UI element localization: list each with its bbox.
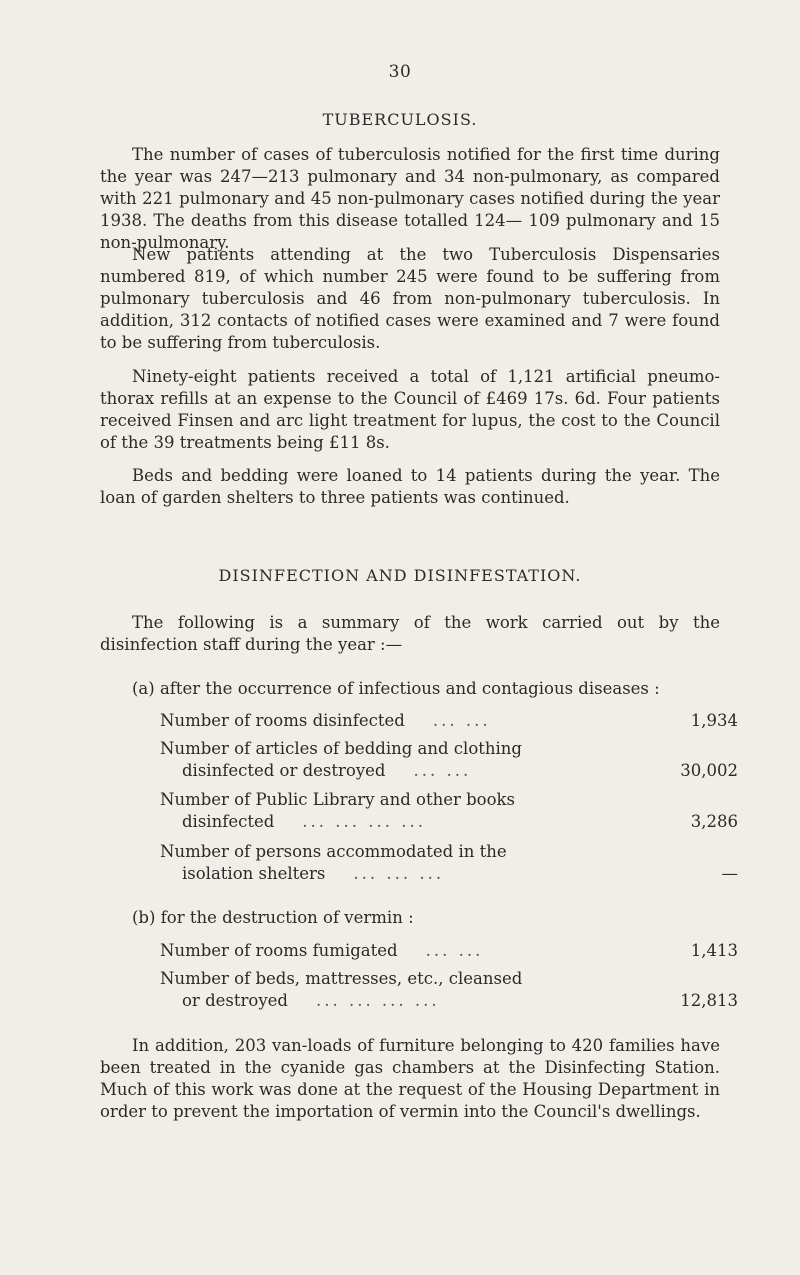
row-value: 30,002 — [680, 761, 738, 780]
row-label: Number of rooms fumigated — [160, 941, 398, 960]
tb-paragraph-2: New patients attending at the two Tuberculosis Dispensaries numbered 819, of which number 245 were found to be suffering from pulmonary tuberculosis and 46 from non-pulmonary tuberculosis. In addition, 312 contacts of notified cases were examined and 7 were found to be suffering from tuberculosis. — [100, 245, 720, 352]
tb-paragraph-4: Beds and bedding were loaned to 14 patients during the year. The loan of garden shelters to three patients was continued. — [100, 466, 720, 507]
row-label: Number of persons accommodated in the — [160, 842, 507, 861]
summary-row — [160, 940, 738, 962]
row-label-continued: isolation shelters — [182, 864, 326, 883]
summary-row — [160, 710, 738, 732]
disinfection-intro: The following is a summary of the work carried out by the disinfection staff during the year :— — [100, 613, 720, 654]
disinfection-heading: DISINFECTION AND DISINFESTATION. — [218, 566, 582, 585]
row-leader-dots: ... ... — [425, 941, 484, 960]
row-label: Number of beds, mattresses, etc., cleansed — [160, 969, 523, 988]
tb-paragraph-1: The number of cases of tuberculosis notified for the first time during the year was 247—213 pulmonary and 34 non-pulmonary, as compared with 221 pulmonary and 45 non-pulmonary cases notified during the year 1938. The deaths from this disease totalled 124— 109 pulmonary and 15 non-pulmonary. — [100, 145, 720, 252]
row-label: Number of articles of bedding and clothing — [160, 739, 522, 758]
section-a-title: (a) after the occurrence of infectious and contagious diseases : — [132, 679, 660, 698]
row-value: 12,813 — [680, 991, 738, 1010]
page-number: 30 — [388, 62, 412, 82]
section-b-title: (b) for the destruction of vermin : — [132, 908, 414, 927]
row-label: Number of Public Library and other books — [160, 790, 516, 809]
row-label: Number of rooms disinfected — [160, 711, 405, 730]
row-label-continued: disinfected — [182, 812, 275, 831]
row-leader-dots: ... ... — [413, 761, 472, 780]
row-value: 1,934 — [690, 711, 738, 730]
row-leader-dots: ... ... ... ... — [302, 812, 426, 831]
summary-row — [160, 789, 738, 833]
row-label-continued: or destroyed — [182, 991, 288, 1010]
summary-row — [160, 968, 738, 1012]
row-leader-dots: ... ... — [432, 711, 491, 730]
row-value: 1,413 — [690, 941, 738, 960]
row-label-continued: disinfected or destroyed — [182, 761, 386, 780]
row-leader-dots: ... ... ... ... — [315, 991, 440, 1010]
tuberculosis-heading: TUBERCULOSIS. — [322, 110, 478, 129]
row-leader-dots: ... ... ... — [353, 864, 445, 883]
summary-row — [160, 841, 738, 885]
tb-paragraph-3: Ninety-eight patients received a total of 1,121 artificial pneumo-thorax refills at an expense to the Council of £469 17s. 6d. Four patients received Finsen and arc light treatment for lupus, the cost to the Council of the 39 treatments being £11 8s. — [100, 367, 720, 452]
disinfection-closing-paragraph: In addition, 203 van-loads of furniture belonging to 420 families have been treated in the cyanide gas chambers at the Disinfecting Station. Much of this work was done at the request of the Housing Department in order to prevent the importation of vermin into the Council's dwellings. — [100, 1036, 720, 1121]
row-value: 3,286 — [690, 812, 738, 831]
summary-row — [160, 738, 738, 782]
row-value: — — [721, 864, 738, 883]
